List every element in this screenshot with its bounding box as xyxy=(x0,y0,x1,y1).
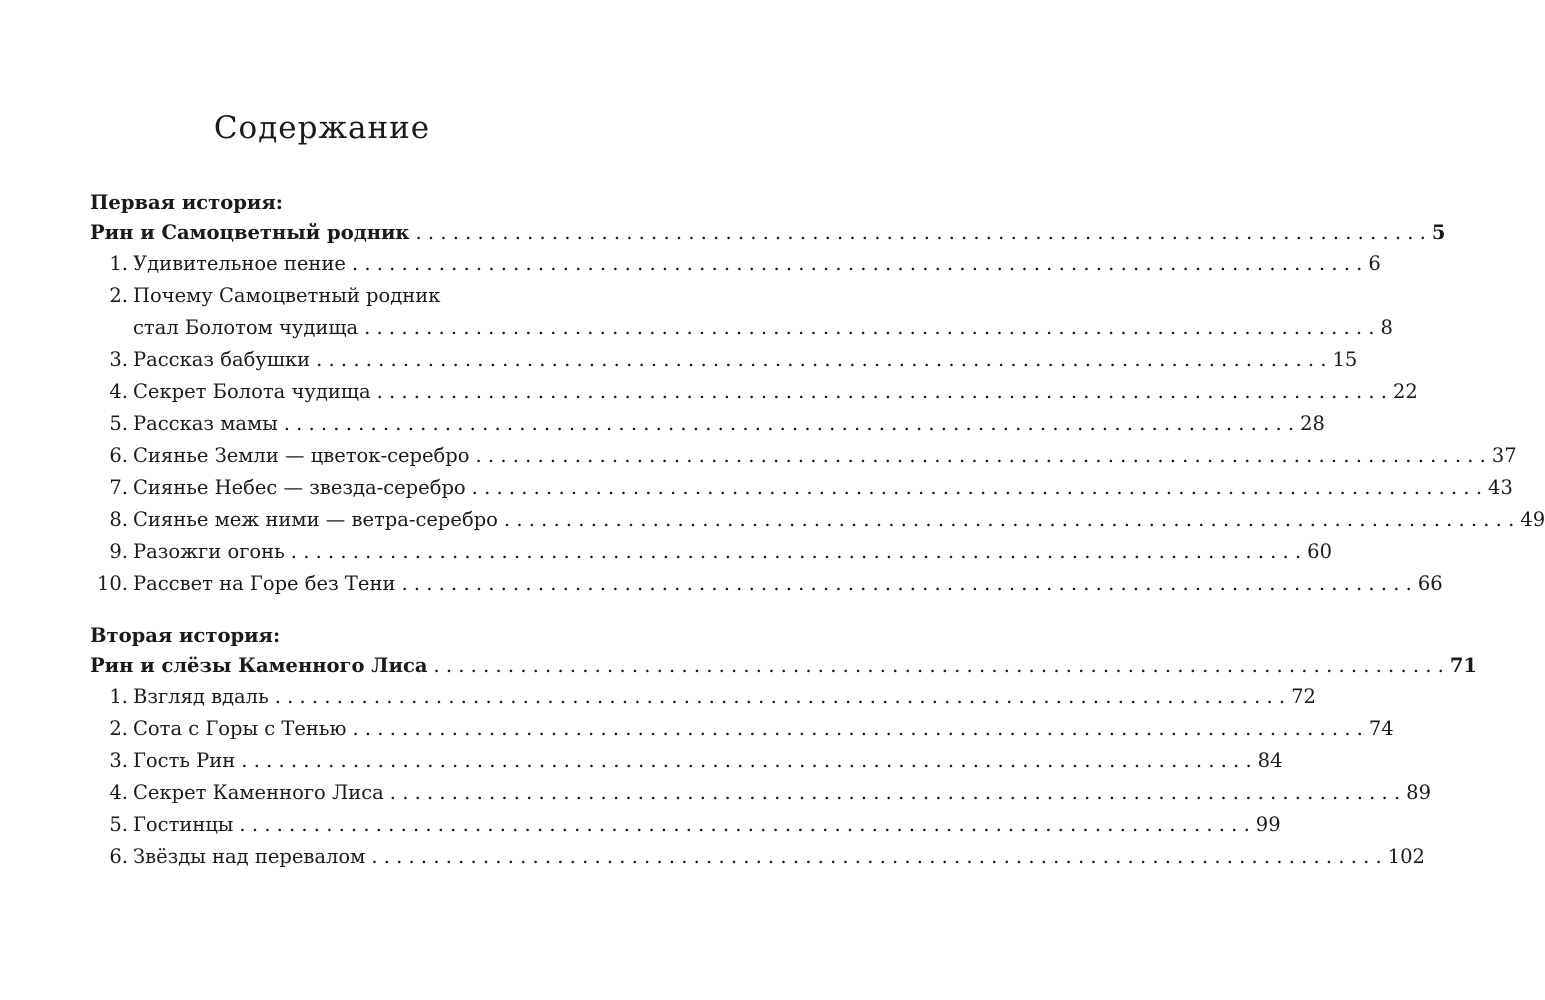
page-number: 8 xyxy=(1380,316,1393,339)
page-number: 22 xyxy=(1392,380,1418,403)
chapter-number: 4. xyxy=(109,781,128,804)
page-number: 99 xyxy=(1255,813,1281,836)
toc-entry[interactable] xyxy=(90,536,1332,568)
toc-entry[interactable] xyxy=(90,248,1381,280)
dot-leader xyxy=(347,713,1369,745)
chapter-title-line2: стал Болотом чудища xyxy=(133,316,359,339)
chapter-title: Звёзды над перевалом xyxy=(133,845,366,868)
dot-leader xyxy=(410,218,1432,248)
chapter-number: 8. xyxy=(109,508,128,531)
page-title: Содержание xyxy=(213,110,431,146)
toc-part-1 xyxy=(90,188,1545,600)
chapter-title: Разожги огонь xyxy=(133,540,285,563)
chapter-title: Почему Самоцветный родник xyxy=(133,284,441,307)
chapter-title: Рассказ бабушки xyxy=(133,348,311,371)
chapter-number: 2. xyxy=(109,284,128,307)
chapter-number: 5. xyxy=(109,412,128,435)
chapter-title: Рассвет на Горе без Тени xyxy=(133,572,396,595)
chapter-number: 6. xyxy=(109,845,128,868)
page-number: 60 xyxy=(1307,540,1332,563)
chapter-number: 1. xyxy=(109,685,128,708)
dot-leader xyxy=(269,681,1291,713)
chapter-number: 2. xyxy=(109,717,128,740)
dot-leader xyxy=(233,809,1255,841)
chapter-title: Секрет Каменного Лиса xyxy=(133,781,384,804)
chapter-number: 1. xyxy=(109,252,128,275)
toc-entry[interactable] xyxy=(90,408,1325,440)
page-number: 71 xyxy=(1449,654,1477,677)
chapter-number: 6. xyxy=(109,444,128,467)
chapter-number: 4. xyxy=(109,380,128,403)
toc-entry[interactable] xyxy=(90,841,1425,873)
part-heading: Вторая история: xyxy=(90,624,281,647)
part-title-row[interactable] xyxy=(90,218,1446,248)
toc-entry[interactable] xyxy=(90,504,1545,536)
page-number: 72 xyxy=(1291,685,1316,708)
toc-entry[interactable] xyxy=(90,713,1394,745)
chapter-title: Гостинцы xyxy=(133,813,234,836)
dot-leader xyxy=(278,408,1300,440)
chapter-number: 10. xyxy=(96,572,128,595)
dot-leader xyxy=(470,440,1492,472)
dot-leader xyxy=(358,312,1380,344)
dot-leader xyxy=(365,841,1387,873)
chapter-number: 3. xyxy=(109,749,128,772)
chapter-title: Секрет Болота чудища xyxy=(133,380,371,403)
page-number: 74 xyxy=(1368,717,1394,740)
dot-leader xyxy=(384,777,1406,809)
chapter-title: Сота с Горы с Тенью xyxy=(133,717,347,740)
dot-leader xyxy=(346,248,1368,280)
dot-leader xyxy=(235,745,1257,777)
chapter-title: Взгляд вдаль xyxy=(133,685,269,708)
page-number: 5 xyxy=(1431,221,1446,244)
part-heading: Первая история: xyxy=(90,191,283,214)
chapter-title: Сиянье Небес — звезда-серебро xyxy=(133,476,466,499)
toc-entry[interactable] xyxy=(90,681,1316,713)
part-title: Рин и Самоцветный родник xyxy=(90,221,410,244)
toc-entry[interactable] xyxy=(90,280,1393,344)
chapter-number: 5. xyxy=(109,813,128,836)
dot-leader xyxy=(498,504,1520,536)
part-title-row[interactable] xyxy=(90,651,1477,681)
toc-entry[interactable] xyxy=(90,745,1283,777)
page-number: 102 xyxy=(1387,845,1425,868)
page-number: 66 xyxy=(1417,572,1443,595)
chapter-title: Сиянье меж ними — ветра-серебро xyxy=(133,508,498,531)
toc-entry[interactable] xyxy=(90,809,1281,841)
toc-entry[interactable] xyxy=(90,344,1358,376)
page-number: 49 xyxy=(1520,508,1545,531)
dot-leader xyxy=(310,344,1332,376)
dot-leader xyxy=(466,472,1488,504)
chapter-title: Гость Рин xyxy=(133,749,236,772)
chapter-title: Рассказ мамы xyxy=(133,412,278,435)
page-number: 15 xyxy=(1332,348,1358,371)
page-number: 84 xyxy=(1257,749,1283,772)
dot-leader xyxy=(427,651,1449,681)
chapter-number: 9. xyxy=(109,540,128,563)
chapter-number: 3. xyxy=(109,348,128,371)
toc-entry[interactable] xyxy=(90,440,1517,472)
toc-entry[interactable] xyxy=(90,376,1418,408)
chapter-number: 7. xyxy=(109,476,128,499)
page-number: 28 xyxy=(1300,412,1325,435)
chapter-title: Удивительное пение xyxy=(133,252,346,275)
page-number: 37 xyxy=(1491,444,1517,467)
chapter-title: Сиянье Земли — цветок-серебро xyxy=(133,444,470,467)
page-number: 43 xyxy=(1488,476,1513,499)
toc-entry[interactable] xyxy=(90,472,1513,504)
dot-leader xyxy=(285,536,1307,568)
page-number: 6 xyxy=(1368,252,1381,275)
dot-leader xyxy=(395,568,1417,600)
toc-entry[interactable] xyxy=(90,568,1443,600)
page-number: 89 xyxy=(1406,781,1431,804)
toc-part-2 xyxy=(90,621,1477,873)
toc-entry[interactable] xyxy=(90,777,1431,809)
part-title: Рин и слёзы Каменного Лиса xyxy=(90,654,428,677)
dot-leader xyxy=(371,376,1393,408)
